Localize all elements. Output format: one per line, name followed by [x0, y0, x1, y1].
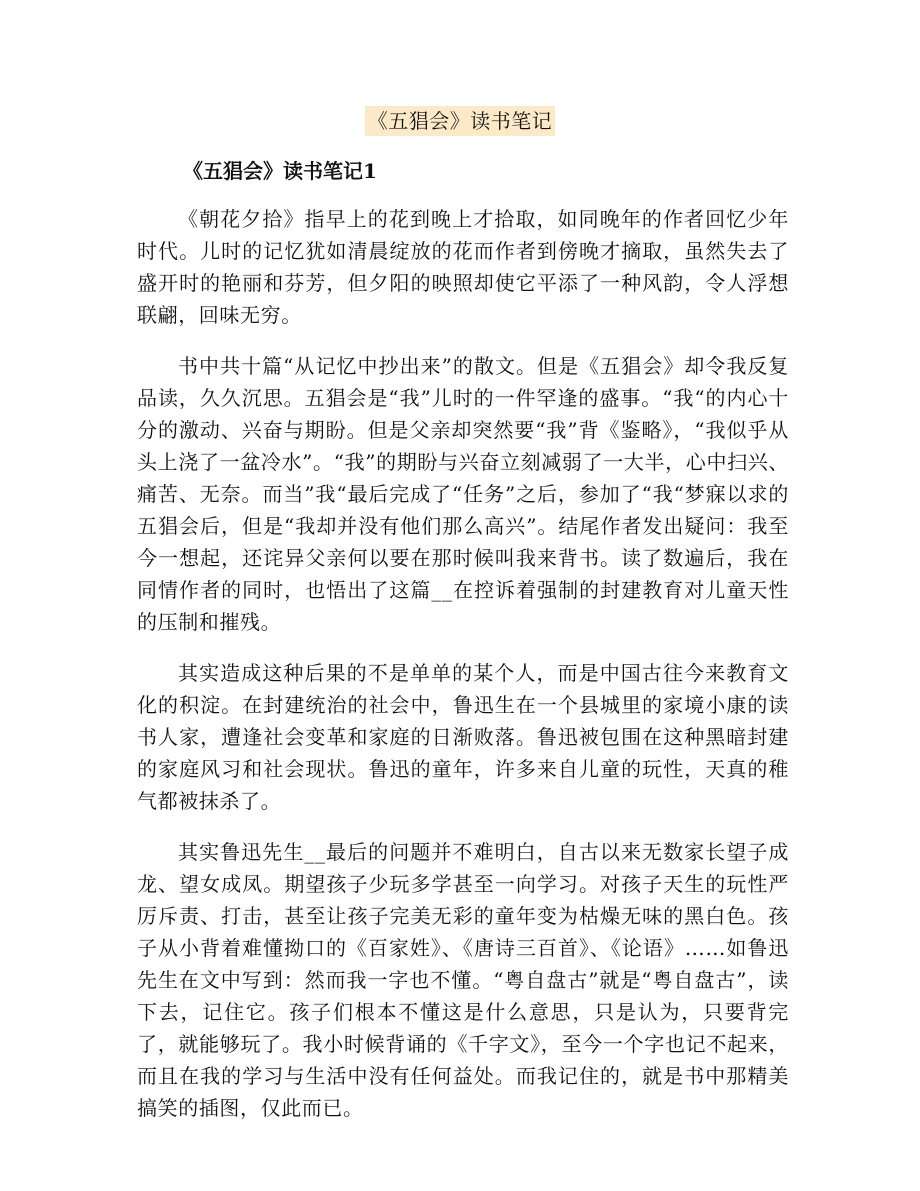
paragraph-3: 其实造成这种后果的不是单单的某个人，而是中国古往今来教育文化的积淀。在封建统治的社会中，鲁迅生在一个县城里的家境小康的读书人家，遭逢社会变革和家庭的日渐败落。鲁迅被包围在这种黑暗封建的家庭风习和社会现状。鲁迅的童年，许多来自儿童的玩性，天真的稚气都被抹杀了。 — [137, 661, 789, 813]
document-title: 《五猖会》读书笔记 — [365, 106, 556, 136]
paragraph-2: 书中共十篇“从记忆中抄出来”的散文。但是《五猖会》却令我反复品读，久久沉思。五猖会是“我”儿时的一件罕逢的盛事。“我“的内心十分的激动、兴奋与期盼。但是父亲却突然要“我”背《鉴略》，“我似乎从头上浇了一盆冷水”。“我”的期盼与兴奋立刻减弱了一大半，心中扫兴、痛苦、无奈。而当”我“最后完成了“任务”之后，参加了“我“梦寐以求的五猖会后，但是“我却并没有他们那么高兴”。结尾作者发出疑问：我至今一想起，还诧异父亲何以要在那时候叫我来背书。读了数遍后，我在同情作者的同时，也悟出了这篇__在控诉着强制的封建教育对儿童天性的压制和摧残。 — [137, 354, 789, 634]
paragraph-4: 其实鲁迅先生__最后的问题并不难明白，自古以来无数家长望子成龙、望女成凤。期望孩子少玩多学甚至一向学习。对孩子天生的玩性严厉斥责、打击，甚至让孩子完美无彩的童年变为枯燥无味的黑白色。孩子从小背着难懂拗口的《百家姓》、《唐诗三百首》、《论语》……如鲁迅先生在文中写到：然而我一字也不懂。“粤自盘古”就是“粤自盘古”，读下去，记住它。孩子们根本不懂这是什么意思，只是认为，只要背完了，就能够玩了。我小时候背诵的《千字文》，至今一个字也记不起来，而且在我的学习与生活中没有任何益处。而我记住的，就是书中那精美搞笑的插图，仅此而已。 — [137, 840, 789, 1120]
title-container — [0, 106, 920, 136]
article-body — [137, 203, 789, 1143]
section-heading: 《五猖会》读书笔记1 — [183, 159, 377, 183]
paragraph-1: 《朝花夕拾》指早上的花到晚上才拾取，如同晚年的作者回忆少年时代。儿时的记忆犹如清晨绽放的花而作者到傍晚才摘取，虽然失去了盛开时的艳丽和芬芳，但夕阳的映照却使它平添了一种风韵，令人浮想联翩，回味无穷。 — [137, 207, 789, 327]
